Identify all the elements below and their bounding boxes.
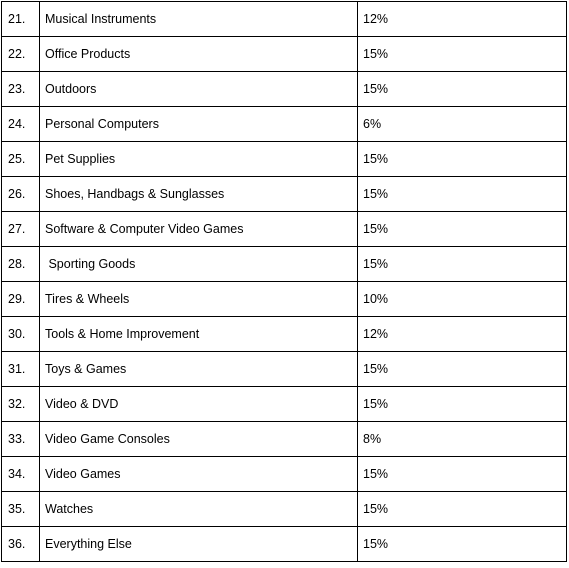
row-number: 22.	[2, 37, 40, 72]
fee-percent: 12%	[358, 2, 567, 37]
category-name: Software & Computer Video Games	[40, 212, 358, 247]
category-name: Toys & Games	[40, 352, 358, 387]
category-name: Video & DVD	[40, 387, 358, 422]
category-name: Musical Instruments	[40, 2, 358, 37]
fee-percent: 15%	[358, 457, 567, 492]
table-row	[2, 527, 567, 562]
table-row	[2, 37, 567, 72]
fee-percent: 15%	[358, 72, 567, 107]
fee-table-body	[2, 2, 567, 562]
row-number: 35.	[2, 492, 40, 527]
table-row	[2, 492, 567, 527]
table-row	[2, 72, 567, 107]
row-number: 23.	[2, 72, 40, 107]
fee-percent: 15%	[358, 177, 567, 212]
table-row	[2, 387, 567, 422]
fee-percent: 12%	[358, 317, 567, 352]
table-row	[2, 457, 567, 492]
row-number: 31.	[2, 352, 40, 387]
row-number: 27.	[2, 212, 40, 247]
table-row	[2, 247, 567, 282]
row-number: 32.	[2, 387, 40, 422]
category-name: Sporting Goods	[40, 247, 358, 282]
row-number: 34.	[2, 457, 40, 492]
category-name: Everything Else	[40, 527, 358, 562]
fee-percent: 15%	[358, 212, 567, 247]
category-name: Office Products	[40, 37, 358, 72]
table-row	[2, 317, 567, 352]
row-number: 33.	[2, 422, 40, 457]
category-name: Video Games	[40, 457, 358, 492]
table-row	[2, 352, 567, 387]
row-number: 21.	[2, 2, 40, 37]
row-number: 30.	[2, 317, 40, 352]
table-row	[2, 142, 567, 177]
fee-percent: 15%	[358, 387, 567, 422]
fee-percent: 15%	[358, 37, 567, 72]
table-row	[2, 212, 567, 247]
fee-percent: 15%	[358, 527, 567, 562]
fee-percent: 15%	[358, 142, 567, 177]
fee-percent: 8%	[358, 422, 567, 457]
row-number: 28.	[2, 247, 40, 282]
table-row	[2, 422, 567, 457]
table-row	[2, 282, 567, 317]
row-number: 24.	[2, 107, 40, 142]
row-number: 29.	[2, 282, 40, 317]
category-name: Pet Supplies	[40, 142, 358, 177]
category-name: Tires & Wheels	[40, 282, 358, 317]
table-row	[2, 2, 567, 37]
table-row	[2, 107, 567, 142]
table-row	[2, 177, 567, 212]
fee-percent: 15%	[358, 352, 567, 387]
category-name: Tools & Home Improvement	[40, 317, 358, 352]
fee-percent: 15%	[358, 247, 567, 282]
category-name: Outdoors	[40, 72, 358, 107]
row-number: 25.	[2, 142, 40, 177]
row-number: 26.	[2, 177, 40, 212]
category-name: Shoes, Handbags & Sunglasses	[40, 177, 358, 212]
fee-percent: 10%	[358, 282, 567, 317]
fee-table	[1, 1, 567, 562]
category-name: Video Game Consoles	[40, 422, 358, 457]
row-number: 36.	[2, 527, 40, 562]
fee-percent: 15%	[358, 492, 567, 527]
category-name: Personal Computers	[40, 107, 358, 142]
category-name: Watches	[40, 492, 358, 527]
fee-percent: 6%	[358, 107, 567, 142]
